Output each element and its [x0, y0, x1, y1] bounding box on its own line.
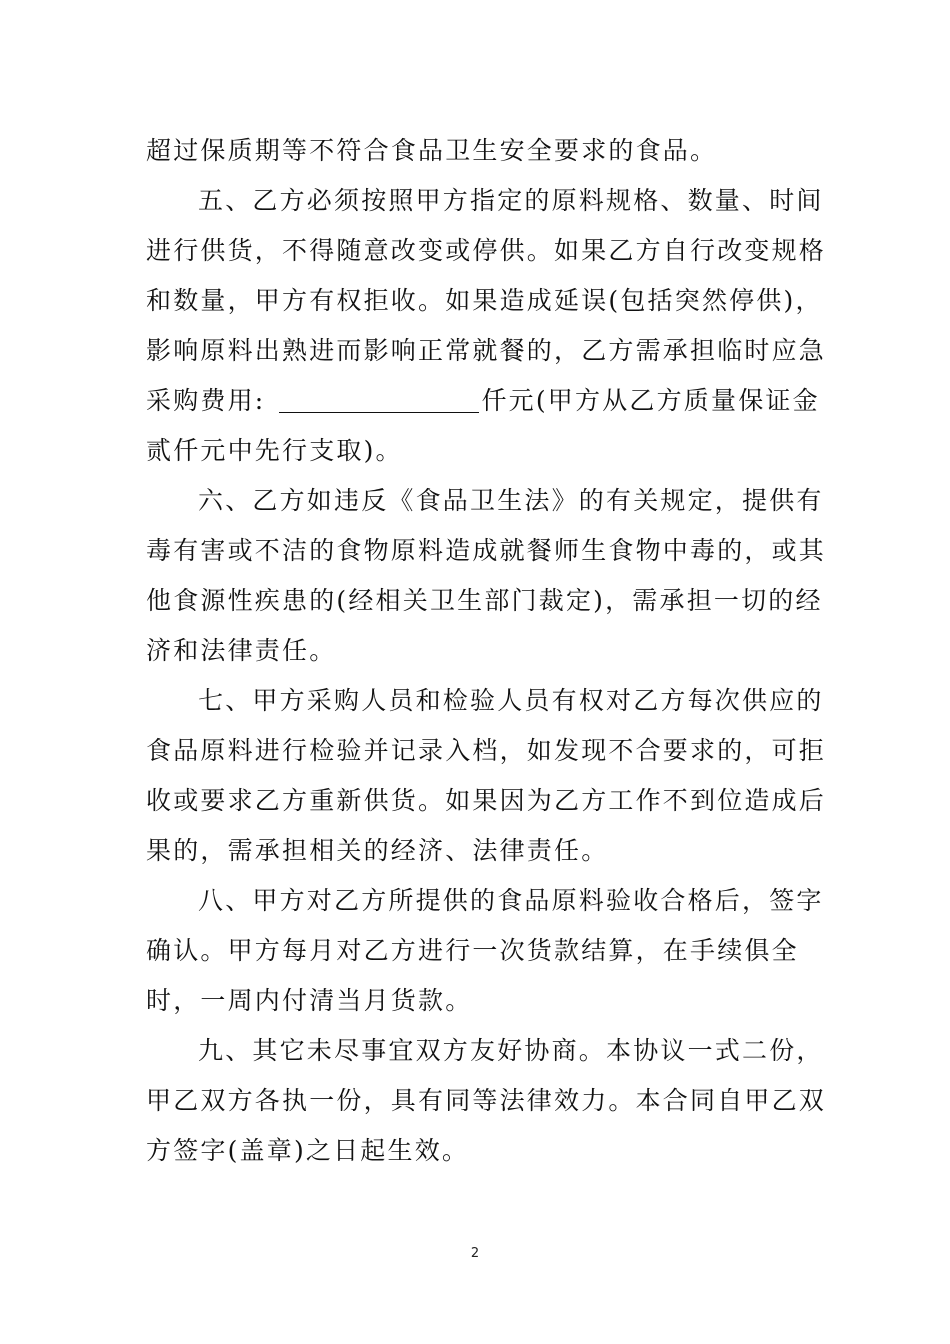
text-line: 影响原料出熟进而影响正常就餐的，乙方需承担临时应急 — [146, 336, 827, 365]
clause-5-line: 五、乙方必须按照甲方指定的原料规格、数量、时间 — [198, 186, 824, 215]
document-body — [146, 126, 827, 1176]
text-line: 济和法律责任。 — [146, 636, 337, 665]
text-line-with-blank — [146, 376, 820, 426]
page-number: 2 — [470, 1246, 480, 1261]
text-line: 果的，需承担相关的经济、法律责任。 — [146, 836, 609, 865]
text-line: 方签字(盖章)之日起生效。 — [146, 1136, 470, 1165]
text-line: 收或要求乙方重新供货。如果因为乙方工作不到位造成后 — [146, 786, 827, 815]
text-line: 食品原料进行检验并记录入档，如发现不合要求的，可拒 — [146, 736, 827, 765]
text-line: 他食源性疾患的(经相关卫生部门裁定)，需承担一切的经 — [146, 586, 823, 615]
clause-7-line: 七、甲方采购人员和检验人员有权对乙方每次供应的 — [198, 686, 824, 715]
text-line: 时，一周内付清当月货款。 — [146, 986, 473, 1015]
amount-blank — [279, 384, 479, 413]
text-line: 超过保质期等不符合食品卫生安全要求的食品。 — [146, 136, 718, 165]
text-line: 和数量，甲方有权拒收。如果造成延误(包括突然停供)， — [146, 286, 823, 315]
text-line: 甲乙双方各执一份，具有同等法律效力。本合同自甲乙双 — [146, 1086, 827, 1115]
clause-6-line: 六、乙方如违反《食品卫生法》的有关规定，提供有 — [198, 486, 824, 515]
purchase-cost-label: 采购费用: — [146, 386, 266, 415]
purchase-cost-suffix: 仟元(甲方从乙方质量保证金 — [481, 386, 820, 415]
text-line: 确认。甲方每月对乙方进行一次货款结算，在手续俱全 — [146, 936, 799, 965]
text-line: 贰仟元中先行支取)。 — [146, 436, 403, 465]
clause-8-line: 八、甲方对乙方所提供的食品原料验收合格后，签字 — [198, 886, 824, 915]
clause-9-line: 九、其它未尽事宜双方友好协商。本协议一式二份， — [198, 1036, 824, 1065]
text-line: 进行供货，不得随意改变或停供。如果乙方自行改变规格 — [146, 236, 827, 265]
text-line: 毒有害或不洁的食物原料造成就餐师生食物中毒的，或其 — [146, 536, 827, 565]
